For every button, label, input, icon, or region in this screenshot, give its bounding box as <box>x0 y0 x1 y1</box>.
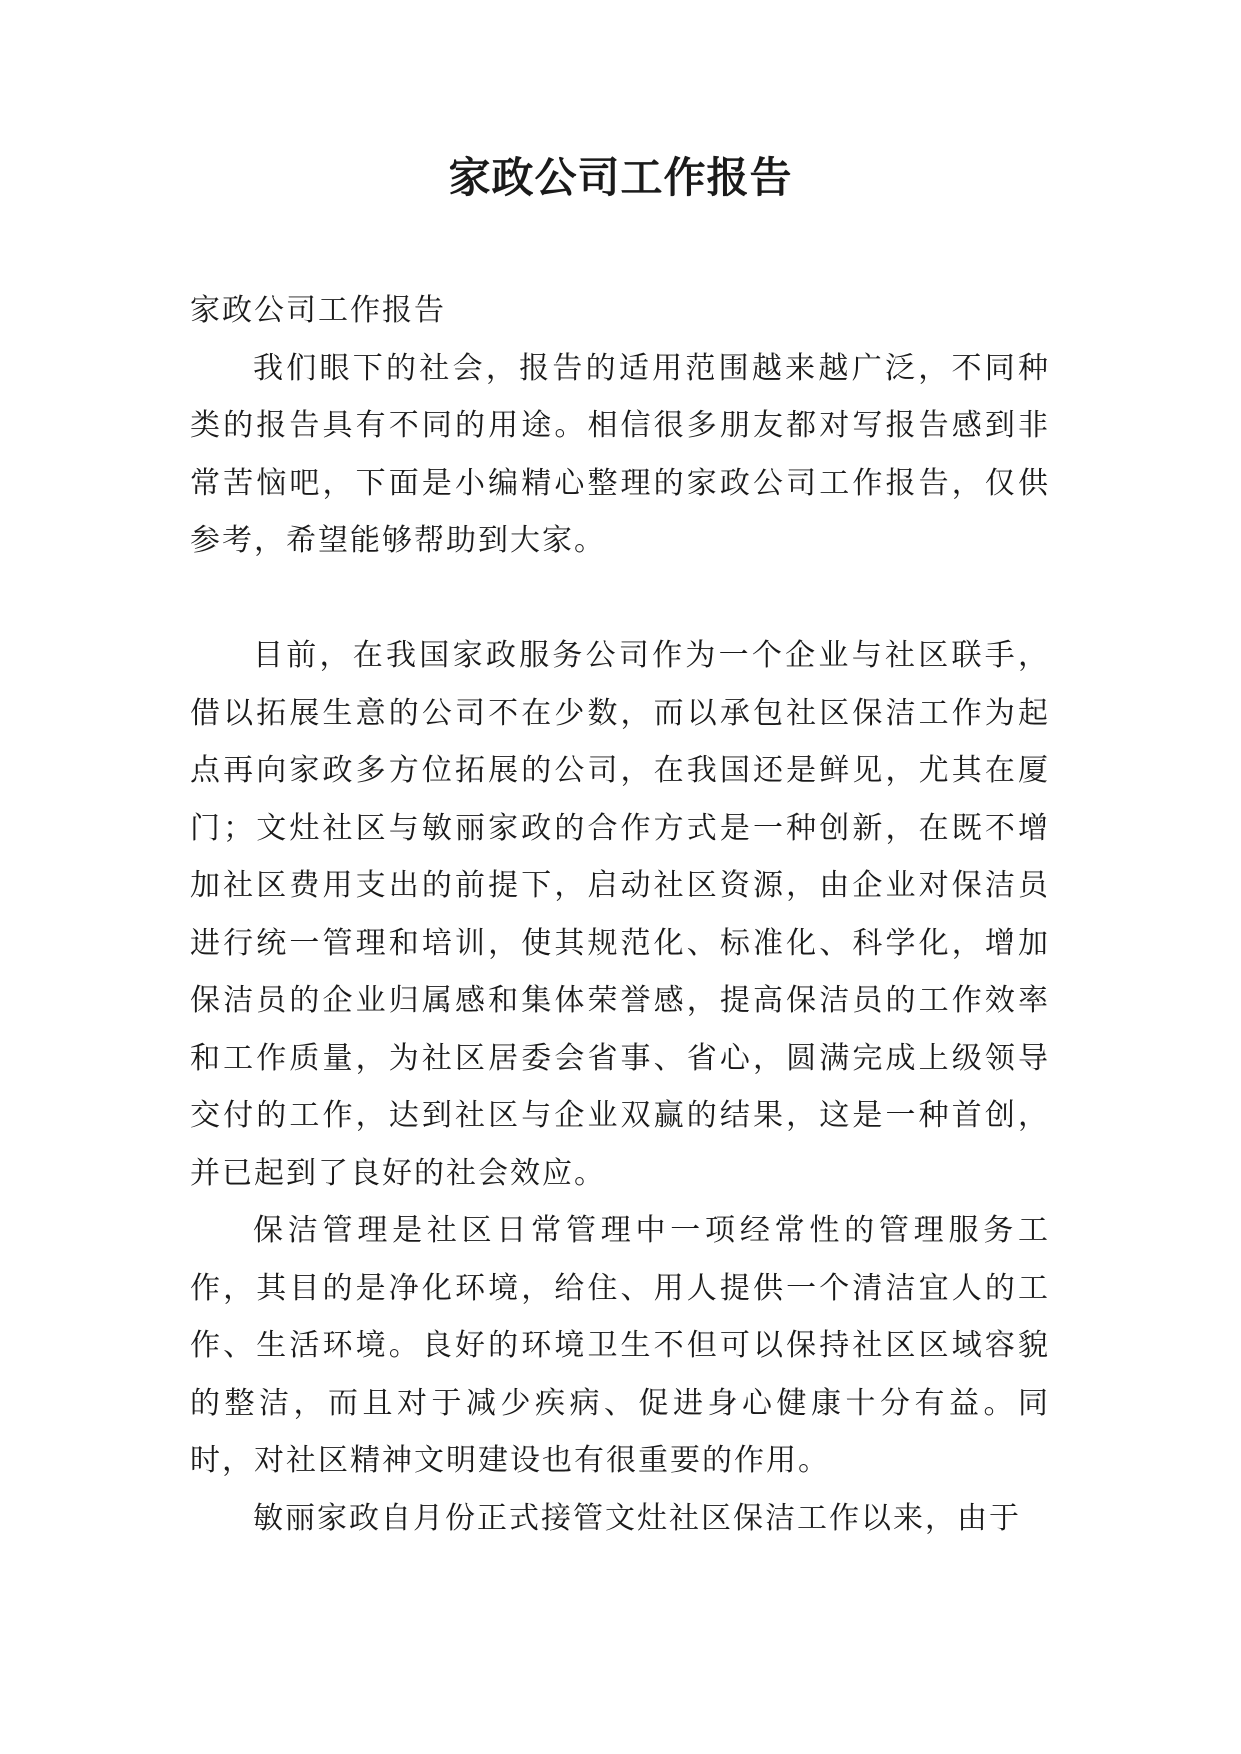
document-subtitle: 家政公司工作报告 <box>190 293 446 328</box>
intro-paragraph: 我们眼下的社会，报告的适用范围越来越广泛，不同种类的报告具有不同的用途。相信很多朋友都对写报告感到非常苦恼吧，下面是小编精心整理的家政公司工作报告，仅供参考，希望能够帮助到大家。 <box>190 350 1050 558</box>
body-paragraph-1: 目前，在我国家政服务公司作为一个企业与社区联手，借以拓展生意的公司不在少数，而以承包社区保洁工作为起点再向家政多方位拓展的公司，在我国还是鲜见，尤其在厦门；文灶社区与敏丽家政的合作方式是一种创新，在既不增加社区费用支出的前提下，启动社区资源，由企业对保洁员进行统一管理和培训，使其规范化、标准化、科学化，增加保洁员的企业归属感和集体荣誉感，提高保洁员的工作效率和工作质量，为社区居委会省事、省心，圆满完成上级领导交付的工作，达到社区与企业双赢的结果，这是一种首创，并已起到了良好的社会效应。 <box>190 638 1050 1191</box>
paragraph-gap <box>190 570 1050 628</box>
document-title: 家政公司工作报告 <box>448 153 793 202</box>
body-paragraph-3: 敏丽家政自月份正式接管文灶社区保洁工作以来，由于 <box>253 1500 1021 1536</box>
body-paragraph-2: 保洁管理是社区日常管理中一项经常性的管理服务工作，其目的是净化环境，给住、用人提供一个清洁宜人的工作、生活环境。良好的环境卫生不但可以保持社区区域容貌的整洁，而且对于减少疾病、促进身心健康十分有益。同时，对社区精神文明建设也有很重要的作用。 <box>190 1213 1050 1478</box>
document-body <box>190 282 1050 1547</box>
